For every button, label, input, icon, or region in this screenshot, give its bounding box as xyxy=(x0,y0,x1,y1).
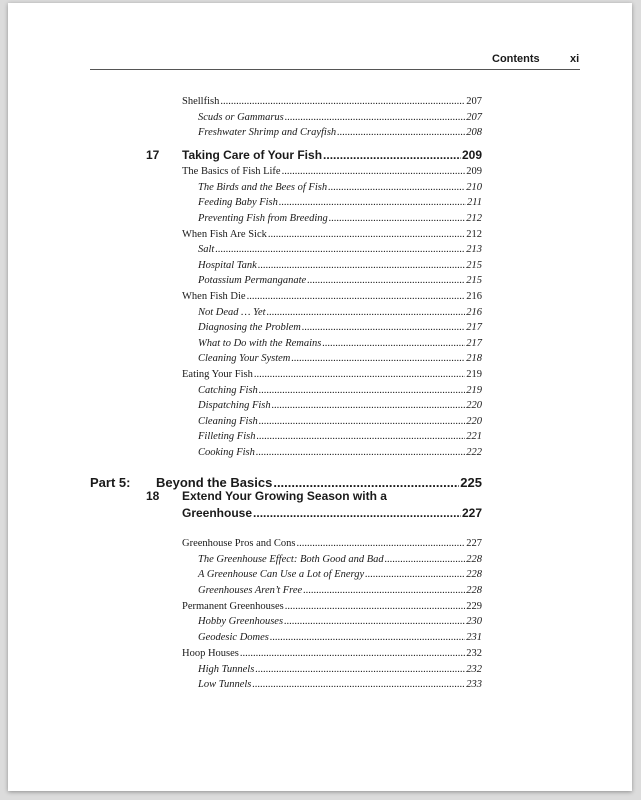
dot-leader xyxy=(285,601,465,612)
chapter-title-line-1: Extend Your Growing Season with a xyxy=(182,489,387,503)
toc-page-number: 227 xyxy=(466,538,482,549)
toc-entry-title: Greenhouses Aren’t Free xyxy=(198,585,303,596)
toc-subsection[interactable] xyxy=(198,554,482,570)
toc-entry-title: Permanent Greenhouses xyxy=(182,601,284,612)
toc-entry-title: Dispatching Fish xyxy=(198,400,271,411)
running-header-page-number: xi xyxy=(570,53,580,65)
toc-page-number: 209 xyxy=(461,148,482,162)
toc-entry-title: Preventing Fish from Breeding xyxy=(198,213,328,224)
toc-page-number: 228 xyxy=(466,554,482,565)
toc-entry-title: The Basics of Fish Life xyxy=(182,166,281,177)
toc-section[interactable] xyxy=(182,369,482,385)
toc-entry-title: Eating Your Fish xyxy=(182,369,253,380)
book-page xyxy=(8,3,632,791)
toc-page-number: 232 xyxy=(466,664,482,675)
toc-entry-title: The Birds and the Bees of Fish xyxy=(198,182,328,193)
toc-page-number: 228 xyxy=(466,569,482,580)
toc-entry-title: Catching Fish xyxy=(198,385,258,396)
toc-page-number: 207 xyxy=(466,96,482,107)
dot-leader xyxy=(282,166,466,177)
dot-leader xyxy=(365,569,465,580)
toc-page-number: 222 xyxy=(466,447,482,458)
toc-page-number: 208 xyxy=(466,127,482,138)
dot-leader xyxy=(302,322,465,333)
toc-page-number: 210 xyxy=(466,182,482,193)
dot-leader xyxy=(256,447,465,458)
toc-page-number: 207 xyxy=(466,112,482,123)
dot-leader xyxy=(337,127,465,138)
dot-leader xyxy=(253,506,461,520)
toc-subsection[interactable] xyxy=(198,632,482,648)
toc-chapter[interactable] xyxy=(182,148,482,164)
toc-entry-title: A Greenhouse Can Use a Lot of Energy xyxy=(198,569,365,580)
toc-section[interactable] xyxy=(182,538,482,554)
toc-subsection[interactable] xyxy=(198,447,482,463)
dot-leader xyxy=(255,664,465,675)
toc-page-number: 218 xyxy=(466,353,482,364)
toc-entry-title: Taking Care of Your Fish xyxy=(182,148,323,162)
toc-section[interactable] xyxy=(182,229,482,245)
toc-subsection[interactable] xyxy=(198,197,482,213)
toc-entry-title: Potassium Permanganate xyxy=(198,275,307,286)
toc-entry-title: Shellfish xyxy=(182,96,220,107)
toc-entry-title: Hospital Tank xyxy=(198,260,257,271)
toc-page-number: 232 xyxy=(466,648,482,659)
toc-subsection[interactable] xyxy=(198,182,482,198)
toc-page-number: 229 xyxy=(466,601,482,612)
dot-leader xyxy=(254,369,465,380)
chapter-number: 17 xyxy=(146,148,160,162)
toc-page-number: 221 xyxy=(466,431,482,442)
dot-leader xyxy=(259,385,465,396)
toc-page-number: 216 xyxy=(466,307,482,318)
toc-page-number: 227 xyxy=(461,506,482,520)
toc-section[interactable] xyxy=(182,96,482,112)
toc-page-number: 212 xyxy=(466,213,482,224)
toc-entry-title: Greenhouse Pros and Cons xyxy=(182,538,296,549)
toc-subsection[interactable] xyxy=(198,664,482,680)
dot-leader xyxy=(385,554,466,565)
toc-entry-title: Not Dead … Yet xyxy=(198,307,266,318)
toc-chapter[interactable] xyxy=(182,506,482,522)
toc-subsection[interactable] xyxy=(198,307,482,323)
toc-section[interactable] xyxy=(182,648,482,664)
toc-entry-title: Filleting Fish xyxy=(198,431,256,442)
toc-page-number: 216 xyxy=(466,291,482,302)
dot-leader xyxy=(247,291,466,302)
toc-page-number: 230 xyxy=(466,616,482,627)
toc-entry-title: Cooking Fish xyxy=(198,447,255,458)
dot-leader xyxy=(285,112,465,123)
toc-page-number: 220 xyxy=(466,400,482,411)
toc-entry-title: High Tunnels xyxy=(198,664,255,675)
toc-section[interactable] xyxy=(182,291,482,307)
dot-leader xyxy=(259,416,465,427)
dot-leader xyxy=(215,244,465,255)
toc-page-number: 233 xyxy=(466,679,482,690)
toc-page-number: 231 xyxy=(466,632,482,643)
dot-leader xyxy=(284,616,465,627)
toc-subsection[interactable] xyxy=(198,353,482,369)
toc-subsection[interactable] xyxy=(198,616,482,632)
toc-subsection[interactable] xyxy=(198,338,482,354)
dot-leader xyxy=(268,229,465,240)
dot-leader xyxy=(256,431,465,442)
toc-subsection[interactable] xyxy=(198,585,482,601)
dot-leader xyxy=(272,400,466,411)
toc-page-number: 217 xyxy=(466,338,482,349)
dot-leader xyxy=(303,585,465,596)
toc-entry-title: Greenhouse xyxy=(182,506,253,520)
toc-page-number: 219 xyxy=(466,369,482,380)
toc-entry-title: Salt xyxy=(198,244,215,255)
toc-subsection[interactable] xyxy=(198,569,482,585)
dot-leader xyxy=(252,679,465,690)
toc-entry-title: Cleaning Fish xyxy=(198,416,258,427)
dot-leader xyxy=(328,182,465,193)
toc-entry-title: The Greenhouse Effect: Both Good and Bad xyxy=(198,554,384,565)
dot-leader xyxy=(267,307,466,318)
toc-subsection[interactable] xyxy=(198,416,482,432)
header-rule xyxy=(90,69,580,70)
toc-entry-title: Geodesic Domes xyxy=(198,632,269,643)
toc-subsection[interactable] xyxy=(198,213,482,229)
toc-entry-title: Scuds or Gammarus xyxy=(198,112,284,123)
toc-subsection[interactable] xyxy=(198,400,482,416)
toc-subsection[interactable] xyxy=(198,385,482,401)
toc-page-number: 209 xyxy=(466,166,482,177)
toc-entry-title: Freshwater Shrimp and Crayfish xyxy=(198,127,337,138)
toc-subsection[interactable] xyxy=(198,275,482,291)
toc-subsection[interactable] xyxy=(198,260,482,276)
dot-leader xyxy=(240,648,465,659)
dot-leader xyxy=(307,275,465,286)
dot-leader xyxy=(322,338,465,349)
toc-page-number: 212 xyxy=(466,229,482,240)
toc-subsection[interactable] xyxy=(198,127,482,143)
toc-entry-title: Low Tunnels xyxy=(198,679,252,690)
toc-subsection[interactable] xyxy=(198,244,482,260)
toc-entry-title: Cleaning Your System xyxy=(198,353,291,364)
toc-page-number: 219 xyxy=(466,385,482,396)
dot-leader xyxy=(291,353,465,364)
dot-leader xyxy=(220,96,465,107)
part-title: Beyond the Basics xyxy=(156,475,273,490)
part-label: Part 5: xyxy=(90,475,131,490)
toc-page-number: 217 xyxy=(466,322,482,333)
toc-page-number: 220 xyxy=(466,416,482,427)
dot-leader xyxy=(296,538,465,549)
toc-page-number: 213 xyxy=(466,244,482,255)
toc-subsection[interactable] xyxy=(198,322,482,338)
toc-entry-title: When Fish Are Sick xyxy=(182,229,267,240)
toc-section[interactable] xyxy=(182,166,482,182)
toc-subsection[interactable] xyxy=(198,679,482,695)
running-header xyxy=(8,53,632,69)
dot-leader xyxy=(279,197,466,208)
toc-page-number: 215 xyxy=(466,275,482,286)
chapter-number: 18 xyxy=(146,489,160,503)
toc-page-number: 225 xyxy=(460,475,482,490)
toc-section[interactable] xyxy=(182,601,482,617)
toc-subsection[interactable] xyxy=(198,112,482,128)
toc-page-number: 215 xyxy=(466,260,482,271)
dot-leader xyxy=(329,213,465,224)
toc-entry-title xyxy=(90,475,272,490)
toc-entry-title: Hobby Greenhouses xyxy=(198,616,284,627)
dot-leader xyxy=(258,260,465,271)
toc-page-number: 228 xyxy=(466,585,482,596)
toc-entry-title: Feeding Baby Fish xyxy=(198,197,278,208)
dot-leader xyxy=(323,148,461,162)
dot-leader xyxy=(270,632,465,643)
running-header-title: Contents xyxy=(492,53,540,65)
toc-entry-title: Hoop Houses xyxy=(182,648,239,659)
toc-entry-title: Diagnosing the Problem xyxy=(198,322,301,333)
toc-subsection[interactable] xyxy=(198,431,482,447)
toc-entry-title: What to Do with the Remains xyxy=(198,338,322,349)
toc-entry-title: When Fish Die xyxy=(182,291,246,302)
dot-leader xyxy=(273,475,459,490)
toc-page-number: 211 xyxy=(467,197,482,208)
